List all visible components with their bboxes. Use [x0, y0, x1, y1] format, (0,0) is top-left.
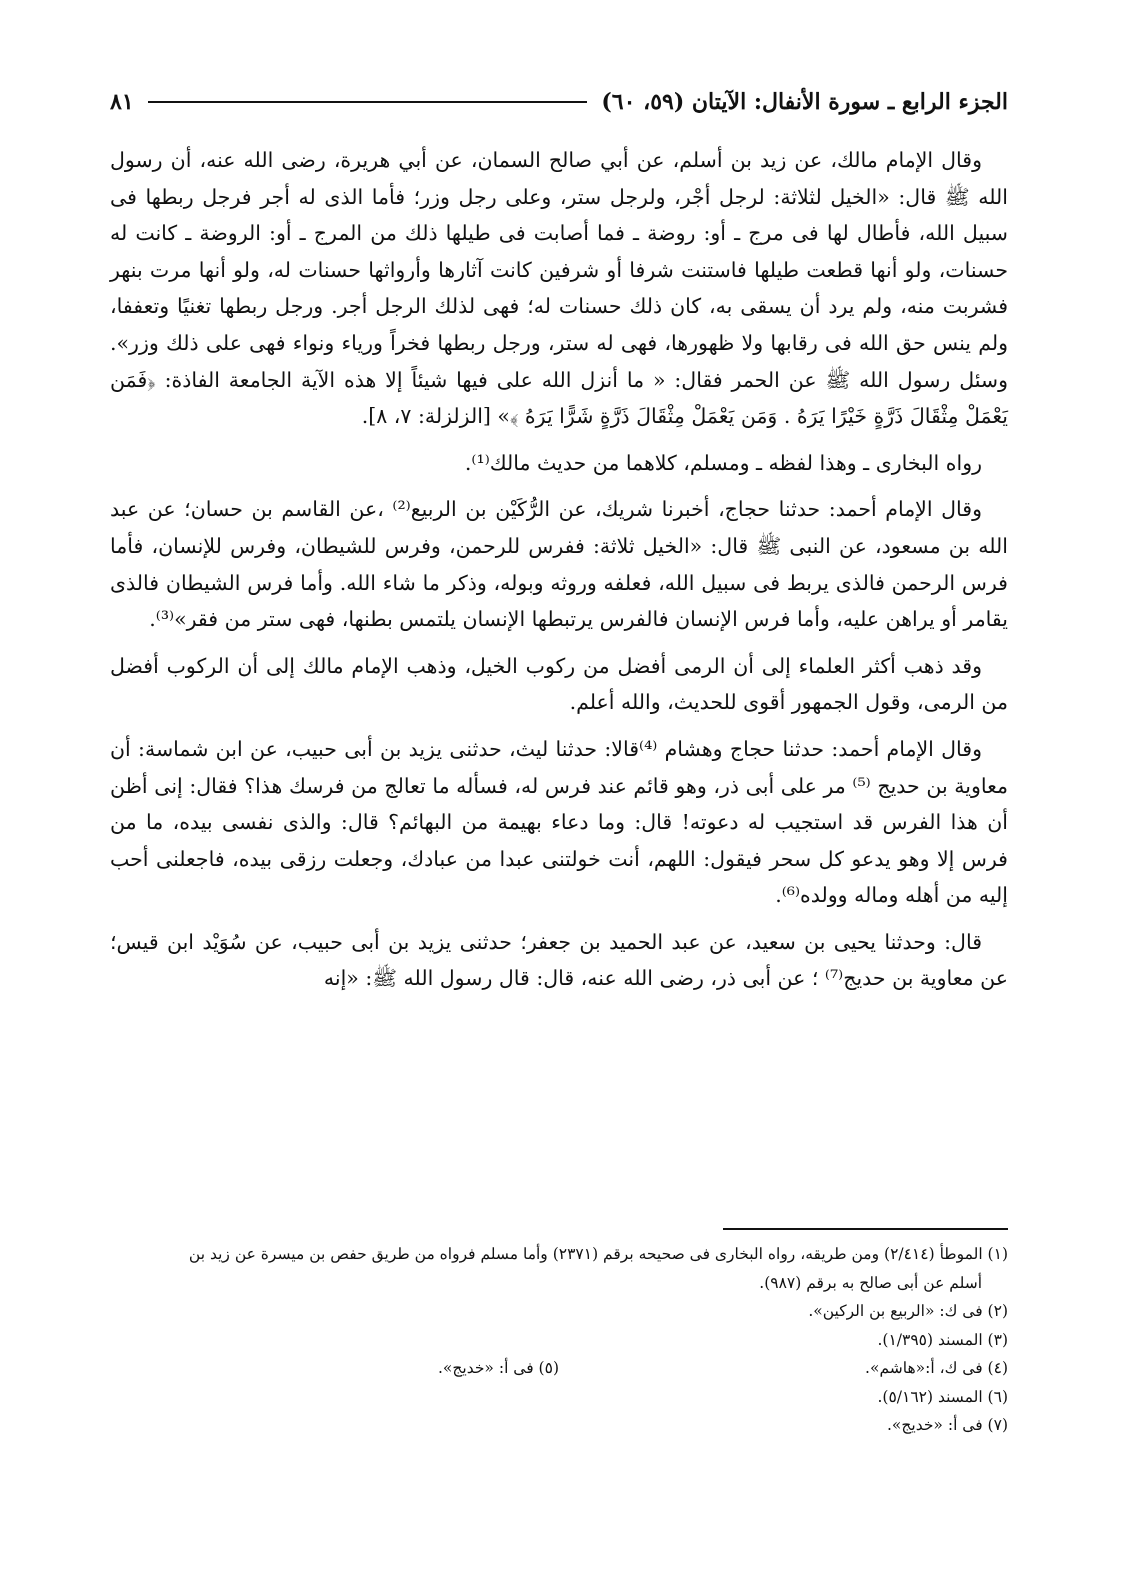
page-number: ٨١ — [110, 89, 134, 115]
footnote-2: (٢) فى ك: «الربيع بن الركين». — [808, 1302, 1008, 1320]
paragraph-bukhari-note: رواه البخارى ـ وهذا لفظه ـ ومسلم، كلاهما من حديث مالك⁽¹⁾. — [464, 450, 982, 475]
footnote-1: (١) الموطأ (٢/٤١٤) ومن طريقه، رواه البخارى فى صحيحه برقم (٢٣٧١) وأما مسلم فرواه من طريق حفص بن ميسرة عن زيد بن — [188, 1245, 1008, 1263]
running-header — [110, 82, 1008, 122]
footnote-5: (٥) فى أ: «خديج». — [437, 1359, 559, 1377]
footnotes — [110, 1240, 1008, 1440]
footnote-4: (٤) فى ك، أ:«هاشم». — [865, 1359, 1008, 1377]
chapter-title: الجزء الرابع ـ سورة الأنفال: الآيتان (٥٩، ٦٠) — [601, 89, 1008, 115]
footnote-1-continued: أسلم عن أبى صالح به برقم (٩٨٧). — [759, 1273, 982, 1292]
footnote-3: (٣) المسند (١/٣٩٥). — [877, 1330, 1008, 1349]
main-text — [110, 142, 1008, 997]
footnote-divider — [723, 1228, 1008, 1230]
paragraph-scholars-opinion: وقد ذهب أكثر العلماء إلى أن الرمى أفضل من ركوب الخيل، وذهب الإمام مالك إلى أن الركوب أفضل من الرمى، وقول الجمهور أقوى للحديث، والله أعلم. — [110, 653, 1008, 715]
header-rule — [148, 101, 588, 103]
paragraph-hadith-malik: وقال الإمام مالك، عن زيد بن أسلم، عن أبي صالح السمان، عن أبي هريرة، رضى الله عنه، أن رسول الله ﷺ قال: «الخيل لثلاثة: لرجل أجْر، ولرجل ستر، وعلى رجل وزر؛ فأما الذى له أجر فرجل ربطها فى سبيل الله، فأطال لها فى مرج ـ أو: روضة ـ فما أصابت فى طيلها ذلك من المرج ـ أو: الروضة ـ كانت له حسنات، ولو أنها قطعت طيلها فاستنت شرفا أو شرفين كانت آثارها وأرواثها حسنات له، ولو أنها مرت بنهر فشربت منه، ولم يرد أن يسقى به، كان ذلك حسنات له؛ فهى لذلك الرجل أجر. ورجل ربطها تغنيًا وتعففا، ولم ينس حق الله فى رقابها ولا ظهورها، فهى له ستر، ورجل ربطها فخراً ورياء ونواء فهى على ذلك وزر». وسئل رسول الله ﷺ عن الحمر فقال: « ما أنزل الله على فيها شيئاً إلا هذه الآية الجامعة الفاذة: ﴿فَمَن يَعْمَلْ مِثْقَالَ ذَرَّةٍ خَيْرًا يَرَهُ . وَمَن يَعْمَلْ مِثْقَالَ ذَرَّةٍ شَرًّا يَرَهُ ﴾» [الزلزلة: ٧، ٨]. — [110, 148, 1008, 429]
footnote-6: (٦) المسند (٥/١٦٢). — [877, 1387, 1008, 1406]
paragraph-abu-dharr: وقال الإمام أحمد: حدثنا حجاج وهشام ⁽⁴⁾قالا: حدثنا ليث، حدثنى يزيد بن أبى حبيب، عن ابن شماسة: أن معاوية بن حديج ⁽⁵⁾ مر على أبى ذر، وهو قائم عند فرس له، فسأله ما تعالج من فرسك هذا؟ فقال: إنى أظن أن هذا الفرس قد استجيب له دعوته! قال: وما دعاء بهيمة من البهائم؟ قال: والذى نفسى بيده، ما من فرس إلا وهو يدعو كل سحر فيقول: اللهم، أنت خولتنى عبدا من عبادك، وجعلت رزقى بيده، فاجعلنى أحب إليه من أهله وماله وولده⁽⁶⁾. — [110, 736, 1008, 908]
footnote-7: (٧) فى أ: «خديج». — [886, 1416, 1008, 1434]
footnote-row-4-5 — [110, 1354, 1008, 1383]
paragraph-yahya: قال: وحدثنا يحيى بن سعيد، عن عبد الحميد بن جعفر؛ حدثنى يزيد بن أبى حبيب، عن سُوَيْد ابن قيس؛ عن معاوية بن حديج⁽⁷⁾ ؛ عن أبى ذر، رضى الله عنه، قال: قال رسول الله ﷺ: «إنه — [110, 929, 1008, 991]
paragraph-hadith-ahmad: وقال الإمام أحمد: حدثنا حجاج، أخبرنا شريك، عن الرُّكَيْن بن الربيع⁽²⁾ ،عن القاسم بن حسان؛ عن عبد الله بن مسعود، عن النبى ﷺ قال: «الخيل ثلاثة: ففرس للرحمن، وفرس للشيطان، وفرس للإنسان، فأما فرس الرحمن فالذى يربط فى سبيل الله، فعلفه وروثه وبوله، وذكر ما شاء الله. وأما فرس الشيطان فالذى يقامر أو يراهن عليه، وأما فرس الإنسان فالفرس يرتبطها الإنسان يلتمس بطنها، فهى ستر من فقر»⁽³⁾. — [110, 497, 1008, 632]
